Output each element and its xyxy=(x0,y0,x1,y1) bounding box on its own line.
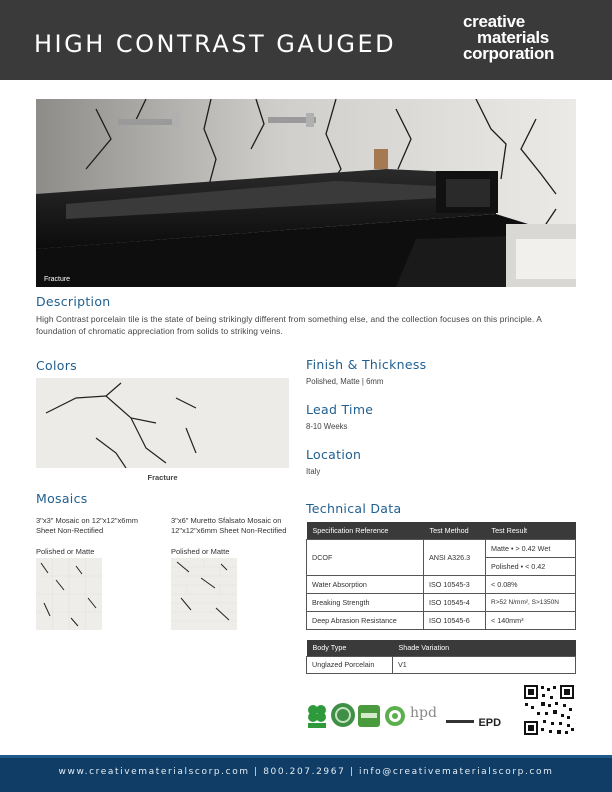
lead-time-value: 8-10 Weeks xyxy=(306,422,348,431)
hero-caption: Fracture xyxy=(44,276,71,283)
swatch-caption: Fracture xyxy=(147,473,178,482)
row-result: < 0.08% xyxy=(486,576,576,594)
location-value: Italy xyxy=(306,467,321,476)
dcof-method: ANSI A326.3 xyxy=(424,540,486,576)
recycle-cert-icon xyxy=(330,702,356,733)
header-bar xyxy=(0,0,612,80)
footer-contact[interactable]: www.creativematerialscorp.com | 800.207.2967 | info@creativematerialscorp.com xyxy=(58,767,554,777)
table-row xyxy=(307,612,576,630)
shade-value: V1 xyxy=(393,656,576,673)
qr-code-icon[interactable] xyxy=(523,684,575,736)
colors-heading: Colors xyxy=(36,358,77,373)
logo-line-2: materials xyxy=(477,28,549,47)
row-result: < 140mm³ xyxy=(486,612,576,630)
header-shade: Shade Variation xyxy=(393,640,576,656)
lead-time-heading: Lead Time xyxy=(306,402,374,417)
mosaic-1-name: 3"x3" Mosaic on 12"x12"x6mm Sheet Non-Rectified xyxy=(36,516,138,535)
row-method: ISO 10545-4 xyxy=(424,594,486,612)
finish-heading: Finish & Thickness xyxy=(306,357,427,372)
mosaics-heading: Mosaics xyxy=(36,491,88,506)
mosaic-1-image xyxy=(36,558,102,630)
row-spec: Water Absorption xyxy=(307,576,424,594)
company-logo xyxy=(463,14,554,62)
row-spec: Deep Abrasion Resistance xyxy=(307,612,424,630)
logo-line-3: corporation xyxy=(463,44,555,63)
technical-data-table xyxy=(306,522,576,630)
table-header-row xyxy=(307,522,576,540)
color-swatch-fracture xyxy=(36,378,289,468)
finish-value: Polished, Matte | 6mm xyxy=(306,377,384,386)
epd-text: EPD xyxy=(478,717,502,729)
footer-bar xyxy=(0,758,612,792)
dcof-result-1: Matte • > 0.42 Wet xyxy=(486,540,576,558)
mindful-cert-icon xyxy=(358,705,380,732)
hpd-logo xyxy=(410,704,437,722)
table-header-row xyxy=(307,640,576,656)
technical-heading: Technical Data xyxy=(306,501,402,516)
mosaic-2-image xyxy=(171,558,237,630)
mosaic-2-finish: Polished or Matte xyxy=(171,547,230,556)
mosaic-2-name: 3"x6" Muretto Sfalsato Mosaic on 12"x12"x6mm Sheet Non-Rectified xyxy=(171,516,287,535)
body-type-table xyxy=(306,640,576,674)
hpd-text: hpd xyxy=(410,705,437,721)
row-method: ISO 10545-3 xyxy=(424,576,486,594)
dcof-spec: DCOF xyxy=(307,540,424,576)
table-row xyxy=(307,576,576,594)
logo-line-1: creative xyxy=(463,12,525,31)
row-result: R>52 N/mm², S>1350N xyxy=(486,594,576,612)
green-seal-icon xyxy=(384,705,406,732)
mosaic-1-finish: Polished or Matte xyxy=(36,547,95,556)
epd-logo xyxy=(446,713,501,731)
header-spec: Specification Reference xyxy=(307,522,424,540)
description-heading: Description xyxy=(36,294,111,309)
location-heading: Location xyxy=(306,447,362,462)
product-title: HIGH CONTRAST GAUGED xyxy=(34,30,397,58)
description-text: High Contrast porcelain tile is the state of being strikingly different from something else, and the collection focuses on this principle. A foundation of chromatic appreciation from solids to striking veins. xyxy=(36,314,542,336)
hero-image xyxy=(36,99,576,287)
table-row xyxy=(307,594,576,612)
header-body-type: Body Type xyxy=(307,640,393,656)
table-row xyxy=(307,540,576,558)
table-row xyxy=(307,656,576,673)
body-type-value: Unglazed Porcelain xyxy=(307,656,393,673)
row-spec: Breaking Strength xyxy=(307,594,424,612)
header-result: Test Result xyxy=(486,522,576,540)
clover-cert-icon xyxy=(306,702,328,733)
dcof-result-2: Polished • < 0.42 xyxy=(486,558,576,576)
row-method: ISO 10545-6 xyxy=(424,612,486,630)
header-method: Test Method xyxy=(424,522,486,540)
